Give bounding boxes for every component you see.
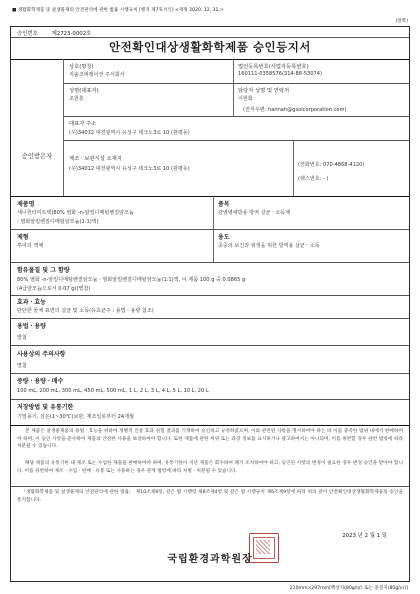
- dosage-label: 용법ㆍ용량: [17, 323, 46, 330]
- approval-statement: 「생활화학제품 및 살생물제의 안전관리에 관한 법률」 제10조제6항, 같은 법 시행령 제8조제4항 및 같은 법 시행규칙 제6조제9항에 따라 위의 같이 안전확인대상생활화학제품의 승인을 통지합니다.: [17, 490, 403, 503]
- phone-value: (전화번호: 070-4868-4120): [298, 162, 365, 168]
- composition-line-1: 80% 염화 -n-알킬디메틸벤질암모늄ㆍ염화알킬벤질디메틸암모늄(1:1)액, 이 제품 100 g 중 0.0865 g: [17, 277, 246, 283]
- site-label: 제조ㆍ보관시설 소재지: [69, 156, 122, 162]
- divider: [11, 425, 409, 426]
- composition-label: 함유물질 및 그 함량: [17, 267, 70, 274]
- divider: [11, 37, 409, 38]
- divider: [63, 83, 409, 84]
- contact-email: (전자우편: hannah@gsolcorporation.com): [243, 107, 347, 113]
- certificate-title: 안전확인대상생활화학제품 승인등지서: [109, 40, 311, 54]
- product-name-value-1: 세니헌터미트텍(80% 염화 -n-알킬디메틸벤질암모늄: [17, 210, 134, 216]
- notice-paragraph-2: 해당 제품의 유통기한 내 제조 또는 수입한 제품을 판매하여야 하며, 유통기한이 지난 제품은 회수하여 폐기 조치하여야 하고, 승인된 사항의 변경이 필요한 경우 변경 승인을 받아야 합니다. 이를 위반하여 제조ㆍ수입ㆍ판매ㆍ유통 또는 사용하는 경우 관계 법령에 따라 처벌ㆍ처분될 수 있습니다.: [17, 461, 403, 474]
- approval-number-label: 승인번호: [17, 31, 38, 37]
- product-name-label: 제품명: [17, 201, 35, 208]
- company-label: 상호(명칭): [69, 64, 94, 70]
- representative-label: 성명(대표자): [69, 88, 99, 94]
- divider: [11, 345, 409, 346]
- contact-value: 이현화: [238, 96, 253, 102]
- dosage-value: 별첨: [17, 335, 27, 341]
- product-name-value-2: - 염화알킬벤질디메틸암모늄(1:1)액): [17, 219, 99, 225]
- precautions-value: 별첨: [17, 363, 27, 369]
- form-value: 투여의 액체: [17, 243, 44, 249]
- divider: [233, 59, 234, 116]
- divider: [11, 229, 409, 230]
- category-label: 품목: [218, 201, 230, 208]
- biz-no-value: 160111-0358576(314-86-53074): [238, 71, 323, 77]
- divider: [63, 116, 409, 117]
- divider: [11, 262, 409, 263]
- effect-label: 효과ㆍ효능: [17, 299, 46, 306]
- contact-label: 담당자 성명 및 연락처: [238, 88, 290, 94]
- divider: [11, 196, 409, 197]
- address-value: (우)34012 대전광역시 유성구 테크노3로 10 (관평동): [69, 130, 190, 136]
- form-label: 제형: [17, 234, 29, 241]
- divider: [11, 318, 409, 319]
- certificate-frame: [10, 26, 410, 582]
- applicant-section-label: 승인받은자: [21, 153, 53, 160]
- issuing-authority: 국립환경과학원장: [167, 554, 253, 565]
- category-value: 감염병예방용 방역 살균ㆍ소독제: [218, 210, 291, 216]
- precautions-label: 사용상의 주의사항: [17, 351, 66, 358]
- notice-paragraph-1: 본 제품은 살생물제품의 용법ㆍ효능을 위하여 개별적 인증 효과 실험 결과를 기재하여 승인하고 규정하였으며, 이와 관련된 사항을 명시하여야 하는 바 이를 충족한 범위 내에서 판매하여야 하며, 이 승인 사항을 준수하여 제품의 안전한 사용을 보장하여야 합니다. 또한 제품에 관한 허위 또는 과장 정보를 표시하거나 광고하여서는 아니되며, 이를 위반할 경우 관련 법령에 따라 처분될 수 있습니다.: [17, 429, 403, 450]
- issue-date: 2023 년 2 월 1 일: [342, 533, 387, 539]
- address-label: 대표자 주소: [69, 121, 97, 127]
- approval-number-row: [17, 29, 91, 37]
- volume-value: 100 mL, 200 mL, 300 mL, 450 mL, 500 mL, 1 L, 2 L, 3 L, 4 L, 5 L, 10 L, 20 L: [17, 388, 209, 394]
- fax-value: (팩스번호: - ): [298, 176, 329, 182]
- divider: [11, 486, 409, 487]
- paper-spec-footer: 210mm×297mm[백상지(80g/㎡) 또는 중질지(80g/㎡)]: [289, 586, 408, 591]
- divider: [293, 140, 294, 196]
- divider: [11, 295, 409, 296]
- effect-value: 단단한 물체 표면의 살균 및 소독(유효균주 : 용법ㆍ용량 참조): [17, 308, 154, 314]
- form-header-note: ■ 생활화학제품 및 살생물제의 안전관리에 관한 법률 시행규칙 [별지 제7호서식] <개정 2020. 12. 31.>: [12, 8, 224, 13]
- divider: [63, 59, 64, 196]
- company-value: 지솔코퍼레이션 주식회사: [69, 72, 125, 78]
- divider: [11, 399, 409, 400]
- use-label: 용도: [218, 234, 230, 241]
- storage-value: 기밀용기, 실온(1~30℃)보관, 제조일로부터 24개월: [17, 414, 134, 420]
- use-value: 공중의 보건과 위생을 위한 방역용 살균ㆍ소독: [218, 243, 320, 249]
- biz-no-label: 법인등록번호(사업자등록번호): [238, 64, 309, 70]
- divider: [63, 140, 409, 141]
- site-value: (우)34012 대전광역시 유성구 테크노3로 10 (관평동): [69, 166, 190, 172]
- divider: [11, 59, 409, 60]
- volume-label: 중량ㆍ용량ㆍ매수: [17, 378, 64, 385]
- storage-label: 저장방법 및 유통기한: [17, 404, 74, 411]
- page-side-label: (앞쪽): [395, 19, 408, 24]
- divider: [11, 373, 409, 374]
- representative-value: 조원훈: [69, 96, 84, 102]
- approval-number-value: 제2723-0002호: [51, 31, 92, 37]
- composition-line-2: (4급암모늄으로서 0.07 g)(별첨): [17, 286, 91, 292]
